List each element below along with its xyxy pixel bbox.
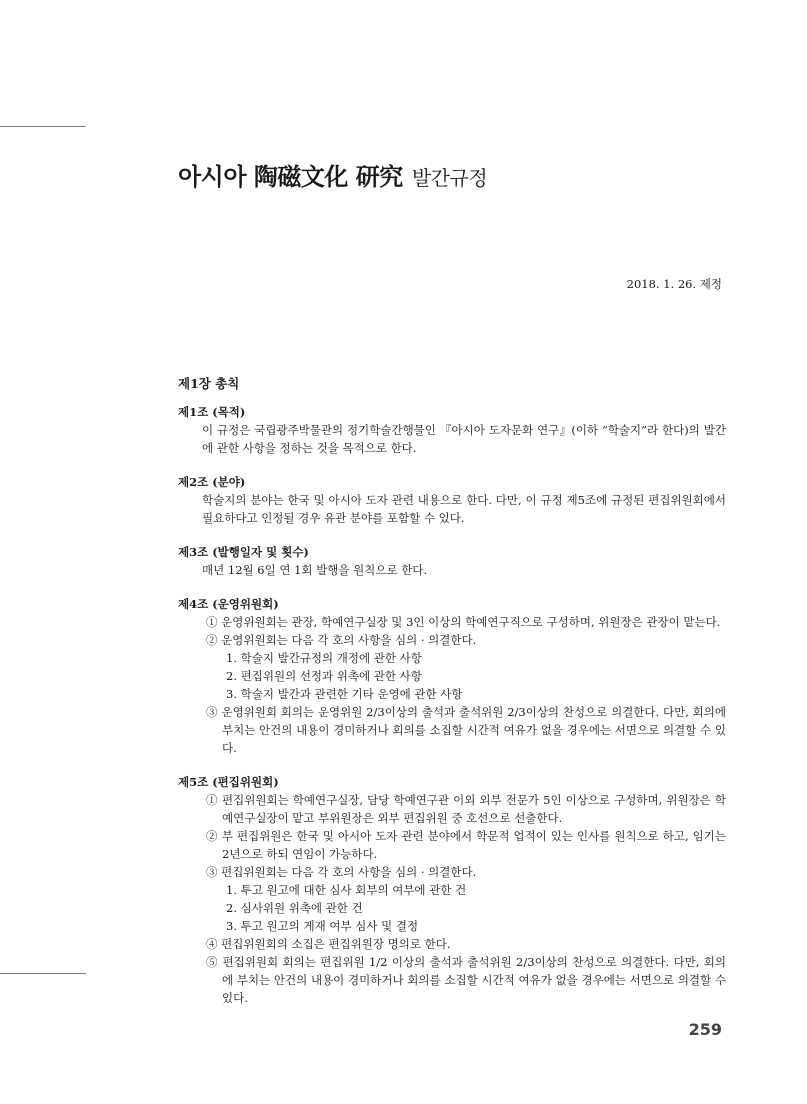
article-5 [178,773,726,1007]
article-title: 제4조 (운영위원회) [178,597,279,611]
chapter-heading: 제1장 총칙 [178,376,240,391]
sub-clause-item: 2. 심사위원 위촉에 관한 건 [226,901,363,915]
sub-clause-item: 1. 학술지 발간규정의 개정에 관한 사항 [226,651,422,665]
sub-clause-item: 2. 편집위원의 선정과 위촉에 관한 사항 [226,669,422,683]
enactment-date: 2018. 1. 26. 제정 [626,277,722,291]
article-1 [178,403,726,457]
article-title: 제2조 (분야) [178,475,246,489]
clause-item: ① 편집위원회는 학예연구실장, 담당 학예연구관 이외 외부 전문가 5인 이상으로 구성하며, 위원장은 학예연구실장이 맡고 부위원장은 외부 편집위원 중 호선으로 선출한다. [206,793,726,825]
article-text: 학술지의 분야는 한국 및 아시아 도자 관련 내용으로 한다. 다만, 이 규정 제5조에 규정된 편집위원회에서 필요하다고 인정될 경우 유관 분야를 포함할 수 있다. [202,493,726,525]
article-4 [178,595,726,757]
sub-clause-item: 3. 투고 원고의 게재 여부 심사 및 결정 [226,919,419,933]
article-2 [178,473,726,527]
article-title: 제1조 (목적) [178,405,246,419]
clause-item: ⑤ 편집위원회 회의는 편집위원 1/2 이상의 출석과 출석위원 2/3이상의 찬성으로 의결한다. 다만, 회의에 부치는 안건의 내용이 경미하거나 회의를 소집할 시간적 여유가 없을 경우에는 서면으로 의결할 수 있다. [206,955,726,1005]
title-sub: 발간규정 [411,166,488,190]
clause-item: ② 부 편집위원은 한국 및 아시아 도자 관련 분야에서 학문적 업적이 있는 인사를 원칙으로 하고, 임기는 2년으로 하되 연임이 가능하다. [206,829,726,861]
document-title [178,157,487,192]
sub-clause-item: 3. 학술지 발간과 관련한 기타 운영에 관한 사항 [226,687,463,701]
regulation-body [178,375,726,1023]
clause-item: ④ 편집위원회의 소집은 편집위원장 명의로 한다. [206,937,451,951]
margin-rule-bottom [0,973,86,974]
sub-clause-item: 1. 투고 원고에 대한 심사 회부의 여부에 관한 건 [226,883,467,897]
clause-item: ③ 운영위원회 회의는 운영위원 2/3이상의 출석과 출석위원 2/3이상의 찬성으로 의결한다. 다만, 회의에 부치는 안건의 내용이 경미하거나 회의를 소집할 시간적 여유가 없을 경우에는 서면으로 의결할 수 있다. [206,705,726,755]
clause-item: ③ 편집위원회는 다음 각 호의 사항을 심의 · 의결한다. [206,865,477,879]
article-title: 제3조 (발행일자 및 횟수) [178,545,309,559]
clause-item: ② 운영위원회는 다음 각 호의 사항을 심의 · 의결한다. [206,633,477,647]
article-text: 이 규정은 국립광주박물관의 정기학술간행물인 『아시아 도자문화 연구』(이하 “학술지”라 한다)의 발간에 관한 사항을 정하는 것을 목적으로 한다. [202,423,726,455]
clause-item: ① 운영위원회는 관장, 학예연구실장 및 3인 이상의 학예연구직으로 구성하며, 위원장은 관장이 맡는다. [206,615,721,629]
margin-rule-top [0,126,86,127]
page-number: 259 [688,1020,722,1039]
article-3 [178,543,726,579]
article-text: 매년 12월 6일 연 1회 발행을 원칙으로 한다. [202,563,428,577]
article-title: 제5조 (편집위원회) [178,775,279,789]
title-main: 아시아 陶磁文化 研究 [178,163,403,191]
